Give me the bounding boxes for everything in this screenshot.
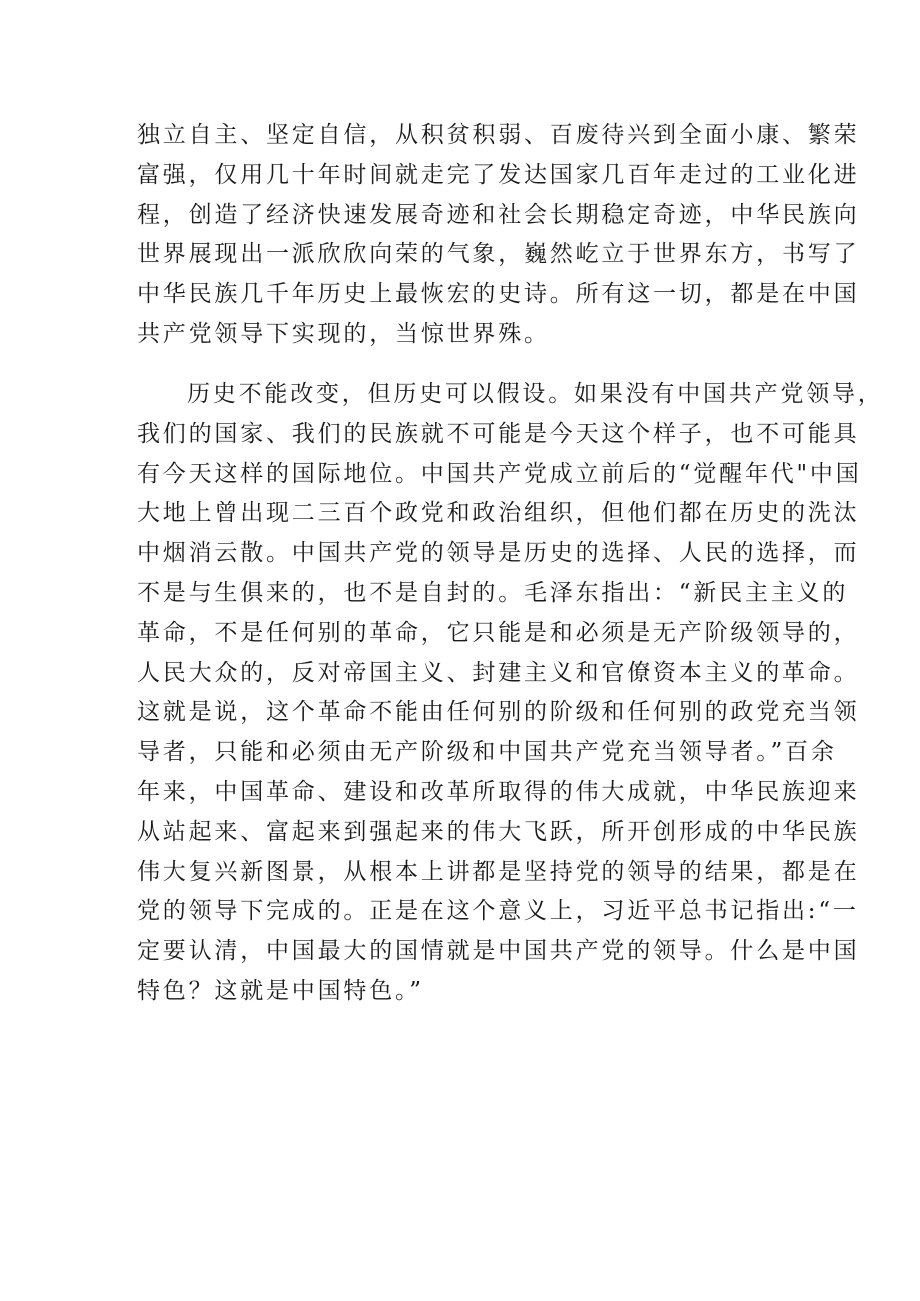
- paragraph-line: 从站起来、富起来到强起来的伟大飞跃，所开创形成的中华民族: [137, 818, 860, 845]
- paragraph-line: 特色？这就是中国特色。”: [137, 977, 424, 1004]
- paragraph-line: 人民大众的，反对帝国主义、封建主义和官僚资本主义的革命。: [137, 659, 860, 686]
- paragraph-line: 伟大复兴新图景，从根本上讲都是坚持党的领导的结果，都是在: [137, 858, 860, 885]
- paragraph-line: 程，创造了经济快速发展奇迹和社会长期稳定奇迹，中华民族向: [137, 201, 860, 228]
- paragraph-line: 定要认清，中国最大的国情就是中国共产党的领导。什么是中国: [137, 938, 860, 965]
- paragraph-line: 大地上曾出现二三百个政党和政治组织，但他们都在历史的洗汰: [137, 500, 860, 527]
- paragraph-line: 年来，中国革命、建设和改革所取得的伟大成就，中华民族迎来: [137, 778, 860, 805]
- paragraph-line: 中华民族几千年历史上最恢宏的史诗。所有这一切，都是在中国: [137, 281, 860, 308]
- paragraph-line: 导者，只能和必须由无产阶级和中国共产党充当领导者。”百余: [137, 739, 837, 766]
- paragraph-2: [137, 375, 884, 1012]
- paragraph-line: 世界展现出一派欣欣向荣的气象，巍然屹立于世界东方，书写了: [137, 241, 860, 268]
- paragraph-line: 我们的国家、我们的民族就不可能是今天这个样子，也不可能具: [137, 420, 860, 447]
- paragraph-line: 历史不能改变，但历史可以假设。如果没有中国共产党领导，: [187, 381, 884, 407]
- paragraph-line: 富强，仅用几十年时间就走完了发达国家几百年走过的工业化进: [137, 161, 860, 188]
- paragraph-line: 中烟消云散。中国共产党的领导是历史的选择、人民的选择，而: [137, 540, 860, 567]
- paragraph-line: 不是与生俱来的，也不是自封的。毛泽东指出：“新民主主义的: [137, 579, 849, 606]
- paragraph-line: 党的领导下完成的。正是在这个意义上，习近平总书记指出:“一: [137, 898, 859, 925]
- paragraph-line: 独立自主、坚定自信，从积贫积弱、百废待兴到全面小康、繁荣: [137, 122, 860, 148]
- paragraph-line: 革命，不是任何别的革命，它只能是和必须是无产阶级领导的，: [137, 619, 860, 646]
- paragraph-1: [137, 116, 860, 355]
- paragraph-line: 共产党领导下实现的，当惊世界殊。: [137, 320, 550, 347]
- paragraph-line: 这就是说，这个革命不能由任何别的阶级和任何别的政党充当领: [137, 699, 860, 726]
- paragraph-line: 有今天这样的国际地位。中国共产党成立前后的“觉醒年代"中国: [137, 460, 862, 487]
